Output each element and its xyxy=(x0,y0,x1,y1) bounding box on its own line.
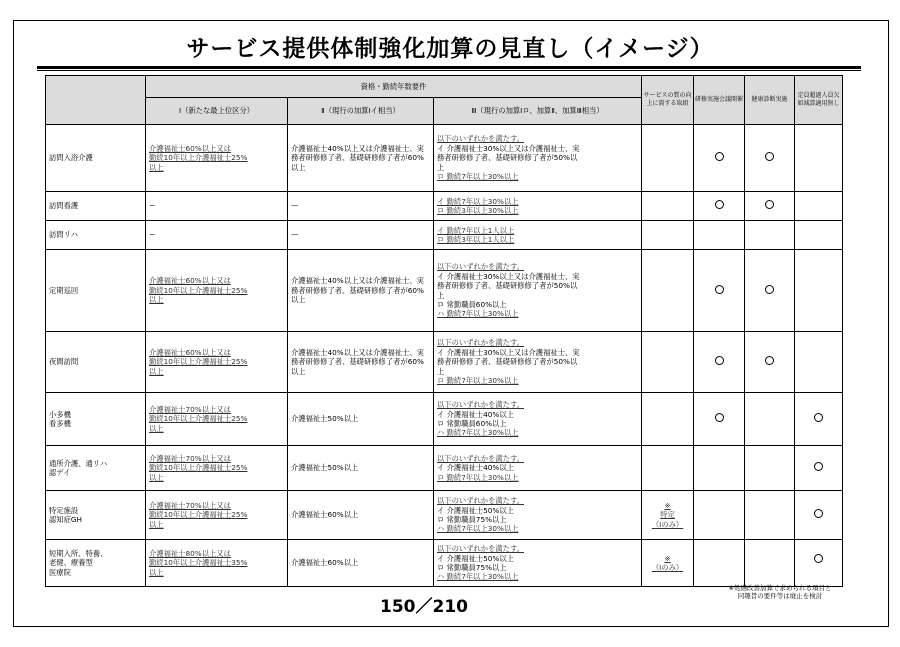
service-name-line: 特定施設 xyxy=(49,505,79,515)
tier2-requirement: 介護福祉士50%以上 xyxy=(288,446,434,491)
quality-initiative xyxy=(642,221,694,250)
tier3-line: ロ 常勤職員60%以上 xyxy=(437,299,507,309)
table-row xyxy=(46,491,843,540)
quality-note-line: ※ xyxy=(664,500,671,510)
tier3-line: イ 勤続7年以上1人以上 xyxy=(437,225,515,235)
circle-mark-icon xyxy=(715,413,724,422)
capacity-check xyxy=(795,491,843,540)
tier2-requirement: 介護福祉士50%以上 xyxy=(288,393,434,446)
tier3-requirement xyxy=(434,192,642,221)
circle-mark-icon xyxy=(765,356,774,365)
service-name-line: 認知症GH xyxy=(49,515,83,524)
health-check xyxy=(745,192,795,221)
tier3-line: 以下のいずれかを満たす。 xyxy=(437,496,524,506)
tier1-line: 勤続10年以上介護福祉士25% xyxy=(149,510,248,520)
footnote-line: ※処遇改善加算で求められる項目と xyxy=(728,584,832,592)
service-name-line: 認デイ xyxy=(49,468,71,477)
tier1-requirement xyxy=(146,125,288,192)
circle-mark-icon xyxy=(765,200,774,209)
tier3-requirement xyxy=(434,446,642,491)
service-name-line: 医療院 xyxy=(49,567,71,577)
quality-note-line: （Ⅰのみ） xyxy=(651,563,684,572)
tier3-line: 上 xyxy=(437,162,445,172)
table-row xyxy=(46,332,843,393)
health-check xyxy=(745,332,795,393)
tier1-line: 以上 xyxy=(149,366,164,376)
quality-initiative xyxy=(642,540,694,587)
tier3-line: イ 介護福祉士30%以上又は介護福祉士、実 xyxy=(437,347,580,357)
tier1-line: 介護福祉士60%以上又は xyxy=(149,276,231,286)
service-name xyxy=(46,446,146,491)
training-check xyxy=(694,393,745,446)
circle-mark-icon xyxy=(814,413,823,422)
quality-initiative xyxy=(642,332,694,393)
tier3-line: イ 介護福祉士40%以上 xyxy=(437,463,514,473)
table-row xyxy=(46,540,843,587)
service-name-line: 小多機 xyxy=(49,409,71,419)
footnote-line: 同趣旨の要件等は廃止を検討 xyxy=(737,592,823,601)
service-name-line: 夜間訪問 xyxy=(49,357,79,367)
service-name-line: 短期入所、特養、 xyxy=(49,548,108,558)
tier1-requirement xyxy=(146,192,288,221)
tier1-requirement xyxy=(146,332,288,393)
tier3-line: 以下のいずれかを満たす。 xyxy=(437,544,524,554)
tier2-requirement: — xyxy=(288,221,434,250)
tier3-line: 上 xyxy=(437,366,445,376)
training-check xyxy=(694,491,745,540)
tier3-line: イ 介護福祉士30%以上又は介護福祉士、実 xyxy=(437,143,580,153)
service-name xyxy=(46,125,146,192)
tier1-line: 介護福祉士80%以上又は xyxy=(149,548,231,558)
service-name xyxy=(46,540,146,587)
tier1-line: 介護福祉士70%以上又は xyxy=(149,453,231,463)
tier2-requirement: 介護福祉士40%以上又は介護福祉士、実務者研修修了者、基礎研修修了者が60%以上 xyxy=(288,125,434,192)
table-row xyxy=(46,393,843,446)
tier3-line: ロ 勤続3年以上1人以上 xyxy=(437,235,515,244)
tier1-line: 勤続10年以上介護福祉士25% xyxy=(149,414,248,424)
table-row xyxy=(46,446,843,491)
table-row xyxy=(46,125,843,192)
quality-initiative xyxy=(642,491,694,540)
quality-initiative xyxy=(642,125,694,192)
tier3-line: イ 介護福祉士50%以上 xyxy=(437,505,514,515)
footnote xyxy=(716,584,844,600)
tier3-line: ロ 常勤職員60%以上 xyxy=(437,419,507,428)
service-name xyxy=(46,491,146,540)
training-check xyxy=(694,332,745,393)
tier3-line: ロ 勤続7年以上30%以上 xyxy=(437,472,519,482)
tier3-line: ハ 勤続7年以上30%以上 xyxy=(437,309,519,319)
tier3-line: 務者研修修了者、基礎研修修了者が50%以 xyxy=(437,281,578,291)
capacity-check xyxy=(795,540,843,587)
circle-mark-icon xyxy=(715,152,724,161)
training-check xyxy=(694,192,745,221)
quality-note-line: （Ⅰのみ） xyxy=(651,519,684,529)
quality-initiative xyxy=(642,250,694,332)
tier1-line: 勤続10年以上介護福祉士35% xyxy=(149,558,248,568)
health-check xyxy=(745,250,795,332)
header-col3: Ⅲ（現行の加算Ⅰロ、加算Ⅱ、加算Ⅲ相当） xyxy=(434,98,642,125)
health-check xyxy=(745,393,795,446)
tier1-line: 介護福祉士70%以上又は xyxy=(149,404,231,414)
header-blank xyxy=(46,76,146,125)
tier3-line: ロ 勤続7年以上30%以上 xyxy=(437,172,519,182)
capacity-check xyxy=(795,446,843,491)
requirements-table xyxy=(45,75,843,587)
tier2-requirement: 介護福祉士40%以上又は介護福祉士、実務者研修修了者、基礎研修修了者が60%以上 xyxy=(288,250,434,332)
header-col2: Ⅱ（現行の加算Ⅰイ相当） xyxy=(288,98,434,125)
tier1-line: 以上 xyxy=(149,162,164,172)
service-name xyxy=(46,192,146,221)
tier1-line: 以上 xyxy=(149,423,164,433)
tier1-requirement xyxy=(146,491,288,540)
training-check xyxy=(694,125,745,192)
tier1-line: 介護福祉士60%以上又は xyxy=(149,143,231,153)
tier2-requirement: — xyxy=(288,192,434,221)
service-name xyxy=(46,221,146,250)
training-check xyxy=(694,221,745,250)
tier3-requirement xyxy=(434,250,642,332)
tier3-line: イ 介護福祉士50%以上 xyxy=(437,553,514,563)
health-check xyxy=(745,446,795,491)
quality-note-line: 特定 xyxy=(660,510,675,520)
header-group: 資格・勤続年数要件 xyxy=(146,76,642,98)
capacity-check xyxy=(795,125,843,192)
tier3-line: ロ 常勤職員75%以上 xyxy=(437,563,507,572)
service-name xyxy=(46,332,146,393)
tier1-requirement xyxy=(146,221,288,250)
tier1-line: 介護福祉士60%以上又は xyxy=(149,347,231,357)
tier3-requirement xyxy=(434,332,642,393)
tier1-line: 以上 xyxy=(149,472,164,482)
circle-mark-icon xyxy=(765,152,774,161)
circle-mark-icon xyxy=(814,554,823,563)
tier2-requirement: 介護福祉士60%以上 xyxy=(288,540,434,587)
tier1-requirement xyxy=(146,446,288,491)
circle-mark-icon xyxy=(765,285,774,294)
tier3-line: イ 介護福祉士30%以上又は介護福祉士、実 xyxy=(437,271,580,281)
tier1-line: 以上 xyxy=(149,295,164,305)
page-title: サービス提供体制強化加算の見直し（イメージ） xyxy=(186,36,714,62)
tier3-line: 務者研修修了者、基礎研修修了者が50%以 xyxy=(437,357,578,367)
service-name-line: 定期巡回 xyxy=(49,285,79,295)
service-name-line: 老健、療養型 xyxy=(49,558,93,568)
tier3-line: 以下のいずれかを満たす。 xyxy=(437,453,524,463)
capacity-check xyxy=(795,192,843,221)
tier1-line: − xyxy=(149,230,156,240)
circle-mark-icon xyxy=(715,200,724,209)
table-row xyxy=(46,250,843,332)
tier3-requirement xyxy=(434,221,642,250)
tier1-requirement xyxy=(146,250,288,332)
tier3-line: イ 勤続7年以上30%以上 xyxy=(437,196,519,206)
tier2-requirement: 介護福祉士40%以上又は介護福祉士、実務者研修修了者、基礎研修修了者が60%以上 xyxy=(288,332,434,393)
capacity-check xyxy=(795,250,843,332)
tier3-line: 以下のいずれかを満たす。 xyxy=(437,400,524,410)
tier3-line: ロ 常勤職員75%以上 xyxy=(437,515,507,524)
circle-mark-icon xyxy=(814,462,823,471)
page-number: 150／210 xyxy=(380,597,468,617)
header-training: 研修実施会議開催 xyxy=(694,76,745,125)
quality-initiative xyxy=(642,446,694,491)
training-check xyxy=(694,540,745,587)
circle-mark-icon xyxy=(715,356,724,365)
title-rule xyxy=(37,66,861,69)
tier3-line: ハ 勤続7年以上30%以上 xyxy=(437,428,519,438)
capacity-check xyxy=(795,221,843,250)
service-name xyxy=(46,250,146,332)
circle-mark-icon xyxy=(814,509,823,518)
tier3-line: ハ 勤続7年以上30%以上 xyxy=(437,524,519,534)
training-check xyxy=(694,446,745,491)
health-check xyxy=(745,221,795,250)
service-name-line: 訪問看護 xyxy=(49,201,79,211)
tier1-line: 勤続10年以上介護福祉士25% xyxy=(149,463,248,473)
header-quality: サービスの質の向上に資する取組 xyxy=(642,76,694,125)
tier1-line: − xyxy=(149,201,156,211)
health-check xyxy=(745,540,795,587)
tier3-line: 以下のいずれかを満たす。 xyxy=(437,262,524,272)
title-rule-thin xyxy=(37,70,861,71)
service-name-line: 訪問リハ xyxy=(49,230,78,240)
service-name-line: 看多機 xyxy=(49,419,71,428)
tier1-line: 勤続10年以上介護福祉士25% xyxy=(149,357,248,367)
tier3-line: ロ 勤続7年以上30%以上 xyxy=(437,376,519,386)
tier3-line: ロ 勤続3年以上30%以上 xyxy=(437,206,519,215)
circle-mark-icon xyxy=(715,285,724,294)
service-name-line: 通所介護、通リハ xyxy=(49,458,108,468)
tier3-requirement xyxy=(434,540,642,587)
tier3-line: 以下のいずれかを満たす。 xyxy=(437,134,524,144)
tier1-line: 勤続10年以上介護福祉士25% xyxy=(149,153,248,163)
quality-initiative xyxy=(642,192,694,221)
tier3-requirement xyxy=(434,491,642,540)
service-name-line: 訪問入浴介護 xyxy=(49,153,93,163)
quality-initiative xyxy=(642,393,694,446)
service-name xyxy=(46,393,146,446)
capacity-check xyxy=(795,332,843,393)
tier3-requirement xyxy=(434,125,642,192)
health-check xyxy=(745,125,795,192)
header-health: 健康診断実施 xyxy=(745,76,795,125)
tier3-line: ハ 勤続7年以上30%以上 xyxy=(437,572,519,582)
capacity-check xyxy=(795,393,843,446)
tier1-line: 介護福祉士70%以上又は xyxy=(149,500,231,510)
tier1-requirement xyxy=(146,540,288,587)
tier3-line: 上 xyxy=(437,290,445,300)
tier1-line: 勤続10年以上介護福祉士25% xyxy=(149,285,248,295)
header-col1: Ⅰ（新たな最上位区分） xyxy=(146,98,288,125)
header-capacity: 定員超過人員欠如減算適用無し xyxy=(795,76,843,125)
tier3-line: イ 介護福祉士40%以上 xyxy=(437,409,514,419)
table-row xyxy=(46,221,843,250)
quality-note-line: ※ xyxy=(664,553,671,563)
tier3-requirement xyxy=(434,393,642,446)
tier1-line: 以上 xyxy=(149,567,164,577)
tier3-line: 以下のいずれかを満たす。 xyxy=(437,338,524,348)
tier1-line: 以上 xyxy=(149,519,164,529)
health-check xyxy=(745,491,795,540)
tier3-line: 務者研修修了者、基礎研修修了者が50%以 xyxy=(437,153,578,163)
tier1-requirement xyxy=(146,393,288,446)
training-check xyxy=(694,250,745,332)
tier2-requirement: 介護福祉士60%以上 xyxy=(288,491,434,540)
table-row xyxy=(46,192,843,221)
